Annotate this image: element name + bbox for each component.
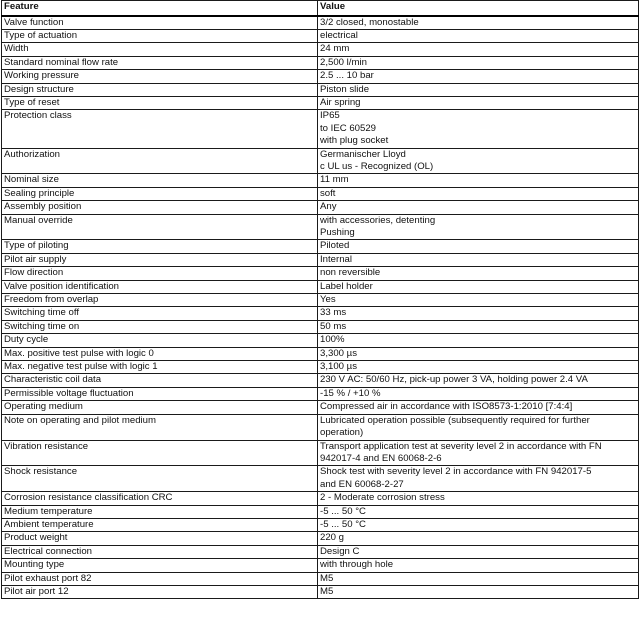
- feature-cell: [2, 401, 318, 414]
- feature-cell: [2, 240, 318, 253]
- feature-label: Shock resistance: [4, 466, 78, 478]
- feature-cell: [2, 253, 318, 266]
- value-line: non reversible: [320, 267, 381, 279]
- table-row: [2, 294, 639, 307]
- table-row: [2, 83, 639, 96]
- feature-cell: [2, 29, 318, 42]
- value-line: Air spring: [320, 96, 361, 108]
- feature-label: Ambient temperature: [4, 518, 94, 530]
- table-row: [2, 505, 639, 518]
- value-cell: [318, 545, 639, 558]
- feature-cell: [2, 347, 318, 360]
- feature-label: Note on operating and pilot medium: [4, 414, 156, 426]
- value-cell: [318, 294, 639, 307]
- feature-cell: [2, 214, 318, 240]
- table-row: [2, 387, 639, 400]
- value-cell: [318, 201, 639, 214]
- feature-cell: [2, 466, 318, 492]
- table-row: [2, 240, 639, 253]
- feature-cell: [2, 334, 318, 347]
- feature-label: Width: [4, 43, 29, 55]
- value-cell: [318, 214, 639, 240]
- value-line: M5: [320, 585, 334, 597]
- feature-label: Type of piloting: [4, 240, 69, 252]
- value-line: Label holder: [320, 280, 373, 292]
- feature-cell: [2, 505, 318, 518]
- value-line: with plug socket: [320, 135, 389, 147]
- value-line: Any: [320, 201, 337, 213]
- value-line: 2.5 ... 10 bar: [320, 70, 374, 82]
- feature-label: Nominal size: [4, 174, 59, 186]
- feature-label: Vibration resistance: [4, 440, 89, 452]
- value-line: 33 ms: [320, 307, 347, 319]
- feature-label: Pilot air port 12: [4, 585, 69, 597]
- value-cell: [318, 401, 639, 414]
- value-cell: [318, 83, 639, 96]
- feature-cell: [2, 545, 318, 558]
- feature-label: Switching time on: [4, 320, 80, 332]
- feature-label: Sealing principle: [4, 187, 75, 199]
- value-line: Design C: [320, 545, 360, 557]
- feature-cell: [2, 83, 318, 96]
- table-row: [2, 401, 639, 414]
- value-cell: [318, 374, 639, 387]
- value-line: Compressed air in accordance with ISO8573-1:2010 [7:4:4]: [320, 401, 573, 413]
- table-row: [2, 96, 639, 109]
- feature-label: Pilot air supply: [4, 253, 67, 265]
- feature-cell: [2, 414, 318, 440]
- value-line: Shock test with severity level 2 in accordance with FN 942017-5: [320, 466, 592, 478]
- feature-label: Characteristic coil data: [4, 374, 102, 386]
- value-line: Transport application test at severity level 2 in accordance with FN: [320, 440, 602, 452]
- value-line: Internal: [320, 253, 352, 265]
- value-line: 230 V AC: 50/60 Hz, pick-up power 3 VA, holding power 2.4 VA: [320, 374, 588, 386]
- table-row: [2, 253, 639, 266]
- feature-cell: [2, 294, 318, 307]
- feature-label: Manual override: [4, 214, 73, 226]
- feature-cell: [2, 267, 318, 280]
- value-cell: [318, 585, 639, 598]
- value-cell: [318, 187, 639, 200]
- value-cell: [318, 148, 639, 174]
- feature-cell: [2, 532, 318, 545]
- value-line: 11 mm: [320, 174, 349, 186]
- value-line: with through hole: [320, 559, 394, 571]
- value-line: Pushing: [320, 227, 355, 238]
- value-cell: [318, 466, 639, 492]
- value-cell: [318, 56, 639, 69]
- feature-cell: [2, 43, 318, 56]
- table-row: [2, 307, 639, 320]
- feature-cell: [2, 307, 318, 320]
- table-row: [2, 347, 639, 360]
- feature-cell: [2, 148, 318, 174]
- feature-label: Type of actuation: [4, 29, 78, 41]
- feature-cell: [2, 518, 318, 531]
- value-line: 220 g: [320, 532, 345, 544]
- value-cell: [318, 559, 639, 572]
- value-line: to IEC 60529: [320, 122, 377, 134]
- feature-cell: [2, 492, 318, 505]
- value-cell: [318, 320, 639, 333]
- value-line: 50 ms: [320, 320, 347, 332]
- feature-label: Duty cycle: [4, 334, 49, 346]
- table-row: [2, 492, 639, 505]
- value-line: c UL us - Recognized (OL): [320, 160, 434, 172]
- feature-cell: [2, 280, 318, 293]
- value-line: Lubricated operation possible (subsequently required for further: [320, 414, 590, 426]
- feature-label: Valve function: [4, 16, 64, 28]
- value-cell: [318, 440, 639, 466]
- table-row: [2, 280, 639, 293]
- feature-label: Switching time off: [4, 307, 80, 319]
- table-row: [2, 320, 639, 333]
- value-cell: [318, 16, 639, 30]
- feature-cell: [2, 361, 318, 374]
- value-line: 100%: [320, 334, 345, 346]
- value-cell: [318, 267, 639, 280]
- value-cell: [318, 240, 639, 253]
- value-line: Germanischer Lloyd: [320, 148, 406, 160]
- feature-cell: [2, 70, 318, 83]
- feature-label: Max. positive test pulse with logic 0: [4, 347, 154, 359]
- feature-cell: [2, 440, 318, 466]
- table-row: [2, 267, 639, 280]
- value-cell: [318, 174, 639, 187]
- value-line: operation): [320, 427, 364, 439]
- feature-cell: [2, 374, 318, 387]
- value-cell: [318, 43, 639, 56]
- value-line: 3/2 closed, monostable: [320, 16, 419, 28]
- feature-cell: [2, 559, 318, 572]
- value-line: 942017-4 and EN 60068-2-6: [320, 452, 442, 464]
- table-row: [2, 532, 639, 545]
- value-line: -15 % / +10 %: [320, 387, 381, 399]
- value-line: electrical: [320, 29, 358, 41]
- table-row: [2, 201, 639, 214]
- value-cell: [318, 492, 639, 505]
- feature-cell: [2, 174, 318, 187]
- feature-label: Product weight: [4, 532, 68, 544]
- value-cell: [318, 29, 639, 42]
- feature-label: Flow direction: [4, 267, 64, 279]
- header-value: Value: [318, 1, 639, 16]
- value-line: -5 ... 50 °C: [320, 518, 366, 530]
- table-row: [2, 440, 639, 466]
- feature-label: Design structure: [4, 83, 74, 95]
- value-line: 24 mm: [320, 43, 350, 55]
- value-cell: [318, 307, 639, 320]
- value-line: Yes: [320, 294, 336, 306]
- spec-table-body: [2, 16, 639, 599]
- value-line: Piloted: [320, 240, 350, 252]
- datasheet: [1, 0, 638, 599]
- feature-cell: [2, 585, 318, 598]
- table-row: [2, 174, 639, 187]
- value-line: and EN 60068-2-27: [320, 478, 404, 490]
- table-row: [2, 214, 639, 240]
- feature-label: Pilot exhaust port 82: [4, 572, 92, 584]
- value-line: IP65: [320, 110, 340, 122]
- table-row: [2, 466, 639, 492]
- feature-cell: [2, 201, 318, 214]
- feature-label: Freedom from overlap: [4, 294, 99, 306]
- table-row: [2, 585, 639, 598]
- value-line: 2 - Moderate corrosion stress: [320, 492, 445, 504]
- table-row: [2, 187, 639, 200]
- value-cell: [318, 505, 639, 518]
- value-cell: [318, 110, 639, 148]
- value-line: Piston slide: [320, 83, 370, 95]
- value-cell: [318, 253, 639, 266]
- feature-cell: [2, 110, 318, 148]
- value-line: -5 ... 50 °C: [320, 505, 366, 517]
- header-row: [2, 1, 639, 16]
- table-row: [2, 29, 639, 42]
- value-cell: [318, 334, 639, 347]
- feature-cell: [2, 16, 318, 30]
- feature-label: Corrosion resistance classification CRC: [4, 492, 173, 504]
- value-cell: [318, 347, 639, 360]
- value-line: M5: [320, 572, 334, 584]
- feature-label: Protection class: [4, 110, 72, 122]
- table-row: [2, 110, 639, 148]
- table-row: [2, 559, 639, 572]
- value-cell: [318, 572, 639, 585]
- header-feature: Feature: [2, 1, 318, 16]
- feature-label: Max. negative test pulse with logic 1: [4, 361, 158, 373]
- table-row: [2, 361, 639, 374]
- value-line: 3,300 µs: [320, 347, 357, 359]
- feature-label: Permissible voltage fluctuation: [4, 387, 134, 399]
- value-cell: [318, 518, 639, 531]
- value-cell: [318, 532, 639, 545]
- value-cell: [318, 414, 639, 440]
- table-row: [2, 43, 639, 56]
- table-row: [2, 70, 639, 83]
- feature-cell: [2, 96, 318, 109]
- feature-label: Operating medium: [4, 401, 83, 413]
- feature-label: Valve position identification: [4, 280, 120, 292]
- feature-cell: [2, 187, 318, 200]
- value-cell: [318, 280, 639, 293]
- value-cell: [318, 361, 639, 374]
- feature-label: Authorization: [4, 148, 60, 160]
- value-cell: [318, 387, 639, 400]
- table-row: [2, 56, 639, 69]
- feature-label: Assembly position: [4, 201, 82, 213]
- feature-cell: [2, 572, 318, 585]
- table-row: [2, 545, 639, 558]
- feature-cell: [2, 387, 318, 400]
- table-row: [2, 572, 639, 585]
- feature-label: Mounting type: [4, 559, 65, 571]
- value-cell: [318, 70, 639, 83]
- feature-cell: [2, 320, 318, 333]
- feature-label: Type of reset: [4, 96, 60, 108]
- value-cell: [318, 96, 639, 109]
- feature-label: Standard nominal flow rate: [4, 56, 119, 68]
- table-row: [2, 148, 639, 174]
- value-line: with accessories, detenting: [320, 214, 436, 226]
- feature-label: Working pressure: [4, 70, 80, 82]
- spec-table: [1, 0, 639, 599]
- feature-label: Electrical connection: [4, 545, 92, 557]
- table-row: [2, 16, 639, 30]
- table-row: [2, 374, 639, 387]
- value-line: soft: [320, 187, 336, 199]
- feature-label: Medium temperature: [4, 505, 93, 517]
- table-row: [2, 334, 639, 347]
- table-row: [2, 518, 639, 531]
- table-row: [2, 414, 639, 440]
- feature-cell: [2, 56, 318, 69]
- value-line: 2,500 l/min: [320, 56, 367, 68]
- value-line: 3,100 µs: [320, 361, 357, 373]
